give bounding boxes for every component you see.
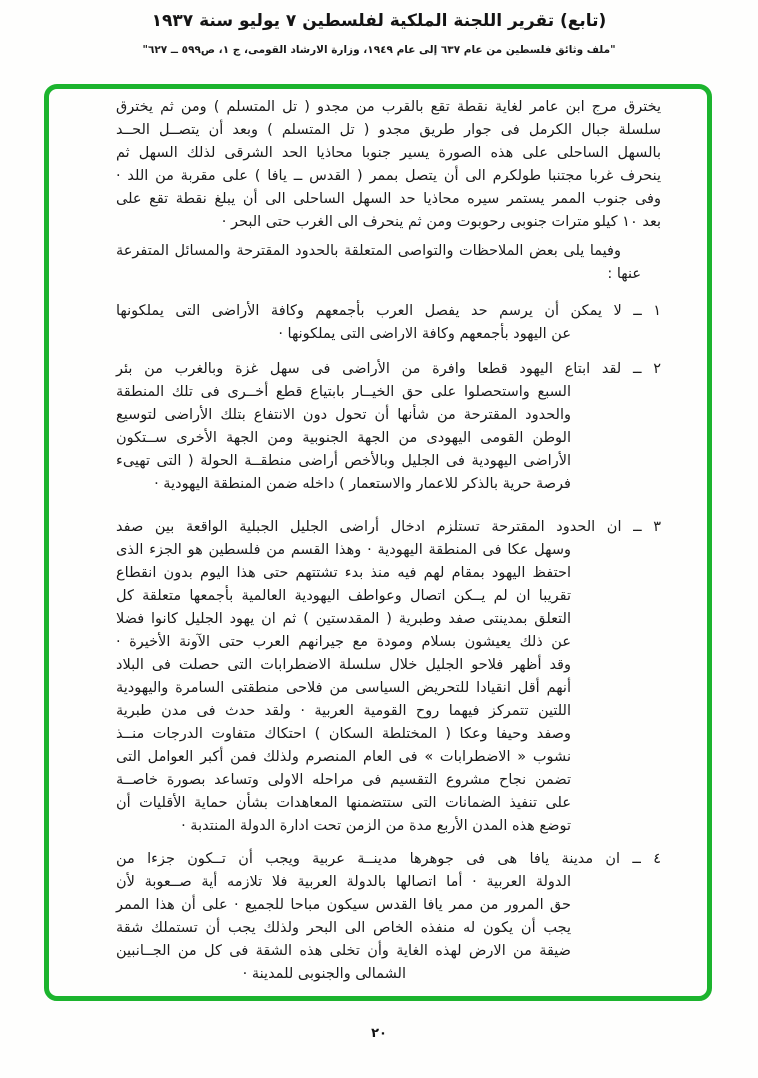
text-line: على تنفيذ الضمانات التى ستتضمنها المعاهدات بشأن حماية الأقليات أن <box>116 795 571 811</box>
source-citation: "ملف وثائق فلسطين من عام ٦٣٧ إلى عام ١٩٤٩، وزارة الارشاد القومى، ج ١، ص٥٩٩ ــ ٦٢٧" <box>142 44 616 56</box>
text-line: ضيقة من الارض لهذه الغاية وأن تخلى هذه الشقة فى كل من الجــانبين <box>116 943 571 959</box>
text-line: نشوب « الاضطرابات » فى العام المنصرم ولذلك فمن أكبر العوامل التى <box>116 749 571 765</box>
text-line: توضع هذه المدن الأربع مدة من الزمن تحت ادارة الدولة المنتدبة · <box>181 818 571 834</box>
text-line: ١ ــ لا يمكن أن يرسم حد يفصل العرب بأجمعهم وكافة الأراضى التى يملكونها <box>116 303 661 319</box>
text-line: الوطن القومى اليهودى من الجهة الجنوبية ومن الجهة الأخرى ســتكون <box>116 430 571 446</box>
text-line: التعلق بمدينتى صفد وطبرية ( المقدستين ) ثم ان يهود الجليل كانوا فضلا <box>116 611 571 627</box>
numbered-item-4 <box>116 848 661 986</box>
paragraph-boundary-description <box>116 96 661 234</box>
text-line: وسهل عكا فى المنطقة اليهودية · وهذا القسم من فلسطين هو الجزء الذى <box>116 542 571 558</box>
text-line: الدولة العربية · أما اتصالها بالدولة العربية فلا تلازمه أية صــعوبة لأن <box>116 874 571 890</box>
text-line: ٤ ــ ان مدينة يافا هى فى جوهرها مدينــة عربية ويجب أن تــكون جزءا من <box>116 851 661 867</box>
text-line: وفيما يلى بعض الملاحظات والتواصى المتعلقة بالحدود المقترحة والمسائل المتفرعة <box>116 243 621 259</box>
text-line: أنهم أقل انقيادا للتحريض السياسى من فلاحى منطقتى السامرة واليهودية <box>116 680 571 696</box>
text-line: اللتين تتمركز فيهما روح القومية العربية · ولقد حدث فى مدن طبرية <box>116 703 571 719</box>
text-line: عنها : <box>607 266 641 282</box>
text-line: سلسلة جبال الكرمل فى جوار طريق مجدو ( تل المتسلم ) وبعد أن يتصــل الحــد <box>116 122 661 138</box>
text-line: تضمن نجاح مشروع التقسيم فى مراحله الاولى وتساعد بصورة خاصــة <box>116 772 571 788</box>
text-line: الأراضى اليهودية فى الجليل وبالأخص أراضى منطقــة الحولة ( التى تهيىء <box>116 453 571 469</box>
text-line: وفى جنوب الممر يستمر سيره محاذيا حد السهل الساحلى الى أن يبلغ نقطة تقع على <box>116 191 661 207</box>
text-line: حق المرور من ممر يافا القدس سيكون مباحا للجميع · على أن هذا الممر <box>116 897 571 913</box>
page-number: ٢٠ <box>371 1026 387 1041</box>
numbered-item-1 <box>116 300 661 346</box>
text-line: ٣ ــ ان الحدود المقترحة تستلزم ادخال أراضى الجليل الجبلية الواقعة بين صفد <box>116 519 661 535</box>
text-line: ٢ ــ لقد ابتاع اليهود قطعا وافرة من الأراضى فى سهل غزة وبالغرب من بئر <box>116 361 661 377</box>
document-body <box>116 96 661 986</box>
text-line: عن اليهود بأجمعهم وكافة الاراضى التى يملكونها · <box>278 326 571 342</box>
text-line: وصفد وحيفا وعكا ( المختلطة السكان ) احتكاك متفاوت الدرجات منــذ <box>116 726 571 742</box>
text-line: والحدود المقترحة من شأنها أن تحول دون الانتفاع بتلك الأراضى لتوسيع <box>116 407 571 423</box>
text-line: عن ذلك يعيشون بسلام ومودة مع جيرانهم العرب حتى الآونة الأخيرة · <box>116 634 571 650</box>
text-line: السبع واستحصلوا على حق الخيــار بابتياع قطع أخــرى فى تلك المنطقة <box>116 384 571 400</box>
paragraph-remarks-intro <box>116 240 661 286</box>
numbered-item-3 <box>116 516 661 838</box>
numbered-item-2 <box>116 358 661 496</box>
text-line: فرصة حرية بالذكر للاعمار والاستعمار ) داخله ضمن المنطقة اليهودية · <box>154 476 571 492</box>
text-line: احتفظ اليهود بمقام لهم فيه منذ بدء تشتتهم حتى هذا اليوم بدون انقطاع <box>116 565 571 581</box>
text-line: ينحرف غربا مجتنبا طولكرم الى أن يتصل بممر ( القدس ــ يافا ) على مقربة من اللد · <box>116 168 661 184</box>
text-line: يخترق مرج ابن عامر لغاية نقطة تقع بالقرب من مجدو ( تل المتسلم ) ومن ثم يخترق <box>116 99 661 115</box>
document-title: (تابع) تقرير اللجنة الملكية لفلسطين ٧ يوليو سنة ١٩٣٧ <box>151 11 607 31</box>
text-line: الشمالى والجنوبى للمدينة · <box>242 966 406 982</box>
text-line: تقريبا ان لم يــكن اتصال وعواطف اليهودية العالمية بأجمعها متعلقة كل <box>116 588 571 604</box>
text-line: بعد ١٠ كيلو مترات جنوبى رحوبوت ومن ثم ينحرف الى الغرب حتى البحر · <box>221 214 661 230</box>
text-line: بالسهل الساحلى على هذه الصورة يسير جنوبا محاذيا الحد الشرقى لذلك السهل ثم <box>116 145 661 161</box>
text-line: وقد أظهر فلاحو الجليل خلال سلسلة الاضطرابات التى حصلت فى البلاد <box>116 657 571 673</box>
text-line: يجب أن يكون له منفذه الخاص الى البحر ولذلك يجب أن تستملك شقة <box>116 920 571 936</box>
